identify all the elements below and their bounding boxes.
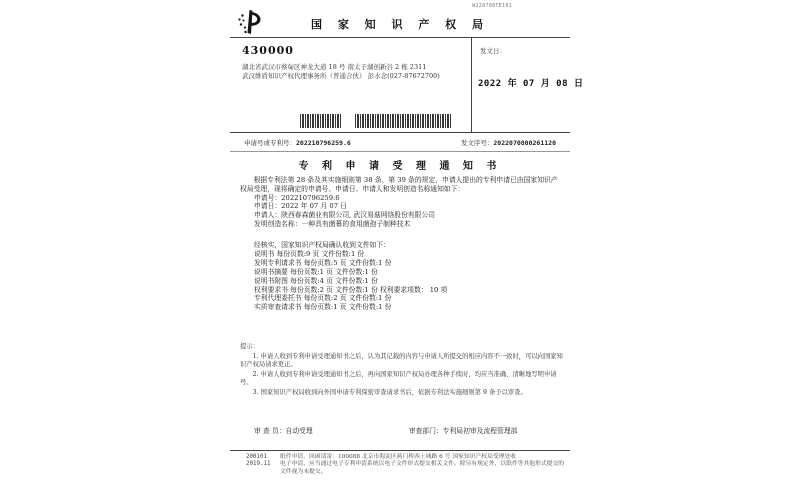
serial-number	[461, 138, 556, 147]
notice-body	[240, 176, 562, 229]
form-revision: 2019.11	[246, 461, 271, 468]
notes-label: 提示：	[240, 343, 259, 350]
received-file: 专利代理委托书 每份页数:2 页 文件份数:1 份	[254, 294, 392, 303]
serial-number-label: 发文序号：	[460, 138, 494, 147]
field-application-number: 申请号：202210796259.6	[254, 193, 340, 202]
note-item: 1. 申请人收到专利申请受理通知书之后，认为其记载的内容与申请人所提交的相应内容不一致时，可以向国家知识产权局请求更正。	[240, 352, 563, 369]
notes-section	[240, 343, 564, 398]
application-number	[244, 138, 351, 147]
received-file: 说明书 每份页数:9 页 文件份数:1 份	[254, 249, 365, 258]
application-number-value: 202210796259.6	[296, 138, 351, 147]
note-item: 2. 申请人收到专利申请受理通知书之后，再向国家知识产权局办理各种手续时，均应当准确、清晰地写明申请号。	[240, 370, 557, 387]
footer-paper-note: 纸件申请，回函请寄：100088 北京市海淀区蓟门桥西土城路 6 号 国家知识产权局受理处收	[280, 454, 517, 460]
examiner-value: 审 查 员：自动受理	[254, 427, 313, 435]
note-item: 3. 国家知识产权局收到向外国申请专利保密审查请求书后，依据专利法实施细则第 9 条予以审查。	[252, 388, 527, 396]
issue-date-value: 2022 年 07 月 08 日	[478, 79, 584, 89]
received-file: 实质审查请求书 每份页数:1 页 文件份数:1 份	[254, 303, 392, 312]
received-file: 发明专利请求书 每份页数:5 页 文件份数:1 份	[254, 258, 392, 267]
serial-number-value: 2022070800261120	[493, 138, 556, 147]
meta-row	[230, 133, 570, 152]
received-file: 权利要求书 每份页数:2 页 文件份数:1 份 权利要求项数： 10 项	[254, 285, 448, 294]
intro-paragraph: 根据专利法第 28 条及其实施细则第 38 条、第 39 条的规定，申请人提出的专利申请已由国家知识产权局受理，现将确定的申请号、申请日、申请人和发明创造名称通知如下：	[240, 176, 558, 193]
header-box	[230, 37, 584, 133]
form-footer	[230, 450, 570, 476]
application-number-label: 申请号或专利号：	[244, 138, 296, 147]
document-barcode-number: W220708TE101	[472, 3, 512, 9]
received-intro: 经核实，国家知识产权局确认收到文件如下：	[254, 241, 390, 249]
postal-code: 430000	[242, 44, 294, 57]
address-line-1: 湖北省武汉市蔡甸区神龙大道 18 号 南太子湖创新谷 2 栋 2311	[242, 63, 427, 71]
document-title: 专 利 申 请 受 理 通 知 书	[298, 161, 502, 172]
recipient-cell	[230, 38, 472, 132]
patent-notice-document	[230, 0, 584, 500]
field-applicant: 申请人：陕西春森菌业有限公司, 武汉易菇网络股份有限公司	[254, 211, 436, 220]
received-file: 说明书摘要 每份页数:1 页 文件份数:1 份	[254, 267, 378, 276]
received-documents	[240, 241, 562, 312]
barcode-short	[300, 114, 342, 128]
signature-row	[240, 425, 562, 435]
field-invention-title: 发明创造名称：一种具有菌幕的食用菌孢子制种技术	[254, 219, 411, 228]
field-application-date: 申请日：2022 年 07 月 07 日	[254, 202, 347, 211]
received-file: 说明书附图 每份页数:4 页 文件份数:1 份	[254, 276, 378, 285]
form-code: 200101	[246, 454, 267, 460]
recipient-address	[242, 63, 465, 81]
issue-date-cell	[472, 38, 584, 132]
agency-title: 国 家 知 识 产 权 局	[311, 18, 489, 31]
footer-electronic-note: 电子申请，应当通过电子专利申请系统以电子文件形式提交相关文件。除另有规定外，以纸件等其他形式提交的文件视为未提交。	[280, 461, 565, 475]
address-line-2: 武汉维盾知识产权代理事务所（普通合伙） 彭水念(027-87672700)	[242, 72, 440, 80]
barcode-long	[355, 114, 451, 128]
issue-date-label: 发文日：	[480, 47, 506, 55]
department-value: 审查部门：专利局初审及流程管理部	[408, 427, 518, 435]
